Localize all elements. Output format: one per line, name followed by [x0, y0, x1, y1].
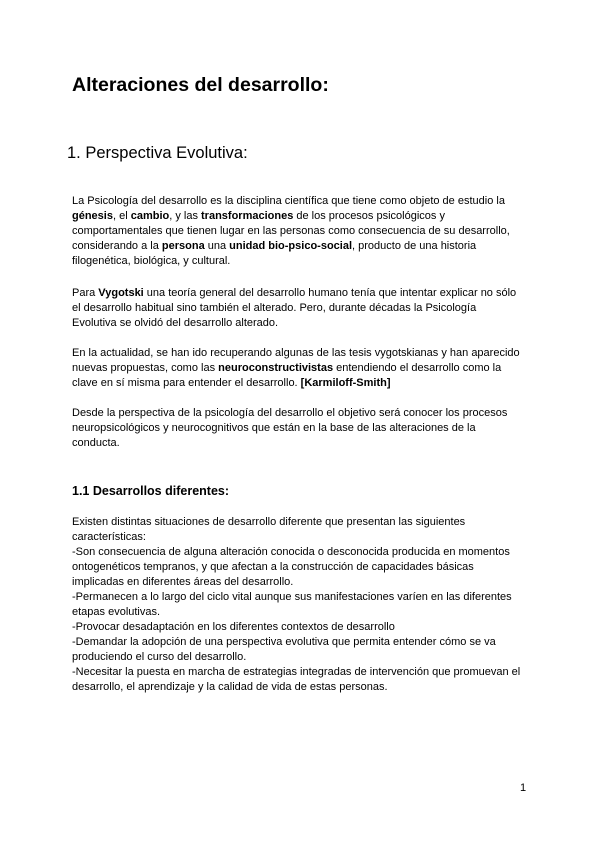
subsection-heading-desarrollos-diferentes: 1.1 Desarrollos diferentes:: [72, 484, 230, 498]
paragraph-actualidad: [72, 346, 534, 391]
text-run: una: [204, 240, 230, 252]
text-line: [72, 239, 534, 254]
list-item-line: desarrollo, el aprendizaje y la calidad de vida de estas personas.: [72, 681, 388, 693]
text-line: características:: [72, 531, 146, 543]
bold-term: cambio: [130, 210, 170, 222]
text-line: [72, 209, 534, 224]
text-run: , producto de una historia: [352, 240, 477, 252]
bold-term: neuroconstructivistas: [218, 362, 334, 374]
text-run: una teoría general del desarrollo humano tenía que intentar explicar no sólo: [143, 287, 517, 299]
text-line: [72, 376, 534, 391]
text-line: el desarrollo habitual sino también el alterado. Pero, durante décadas la Psicología: [72, 302, 477, 314]
list-item-line: etapas evolutivas.: [72, 606, 161, 618]
text-line: [72, 286, 534, 301]
page-title: Alteraciones del desarrollo:: [72, 74, 329, 96]
text-line: La Psicología del desarrollo es la disciplina científica que tiene como objeto de estudio la: [72, 195, 505, 207]
text-line: Existen distintas situaciones de desarrollo diferente que presentan las siguientes: [72, 516, 466, 528]
bold-term: persona: [161, 240, 205, 252]
text-run: de los procesos psicológicos y: [293, 210, 445, 222]
section-heading-perspectiva-evolutiva: 1. Perspectiva Evolutiva:: [67, 144, 248, 162]
text-line: En la actualidad, se han ido recuperando algunas de las tesis vygotskianas y han aparecido: [72, 347, 520, 359]
bold-term: transformaciones: [201, 210, 294, 222]
paragraph-objetivo: [72, 406, 534, 451]
text-line: conducta.: [72, 437, 120, 449]
text-run: , y las: [169, 210, 202, 222]
bold-term: unidad bio-psico-social: [229, 240, 353, 252]
text-run: , el: [112, 210, 131, 222]
page-number: 1: [520, 782, 527, 794]
text-run: considerando a la: [72, 240, 162, 252]
list-item-line: -Necesitar la puesta en marcha de estrategias integradas de intervención que promuevan el: [72, 666, 521, 678]
bold-term: [Karmiloff-Smith]: [300, 377, 391, 389]
text-run: Para: [72, 287, 99, 299]
list-item-line: -Son consecuencia de alguna alteración conocida o desconocida producida en momentos: [72, 546, 510, 558]
text-line: Evolutiva se olvidó del desarrollo alterado.: [72, 317, 279, 329]
list-item-line: produciendo el curso del desarrollo.: [72, 651, 247, 663]
text-line: filogenética, biológica, y cultural.: [72, 255, 231, 267]
text-run: entendiendo el desarrollo como la: [333, 362, 502, 374]
text-line: comportamentales que tienen lugar en las personas como consecuencia de su desarrollo,: [72, 225, 510, 237]
text-line: neuropsicológicos y neurocognitivos que están en la base de las alteraciones de la: [72, 422, 476, 434]
bold-term: Vygotski: [98, 287, 144, 299]
paragraph-vygotski: [72, 286, 534, 331]
text-line: Desde la perspectiva de la psicología del desarrollo el objetivo será conocer los procesos: [72, 407, 508, 419]
list-item-line: -Demandar la adopción de una perspectiva evolutiva que permita entender cómo se va: [72, 636, 496, 648]
list-item-line: implicadas en diferentes áreas del desarrollo.: [72, 576, 294, 588]
paragraph-caracteristicas: [72, 515, 534, 695]
text-run: nuevas propuestas, como las: [72, 362, 219, 374]
bold-term: génesis: [72, 210, 113, 222]
paragraph-definicion: [72, 194, 534, 269]
list-item-line: -Provocar desadaptación en los diferentes contextos de desarrollo: [72, 621, 395, 633]
list-item-line: ontogenéticos tempranos, y que afectan a la construcción de capacidades básicas: [72, 561, 474, 573]
text-run: clave en sí misma para entender el desarrollo.: [72, 377, 301, 389]
text-line: [72, 361, 534, 376]
list-item-line: -Permanecen a lo largo del ciclo vital aunque sus manifestaciones varíen en las diferentes: [72, 591, 512, 603]
